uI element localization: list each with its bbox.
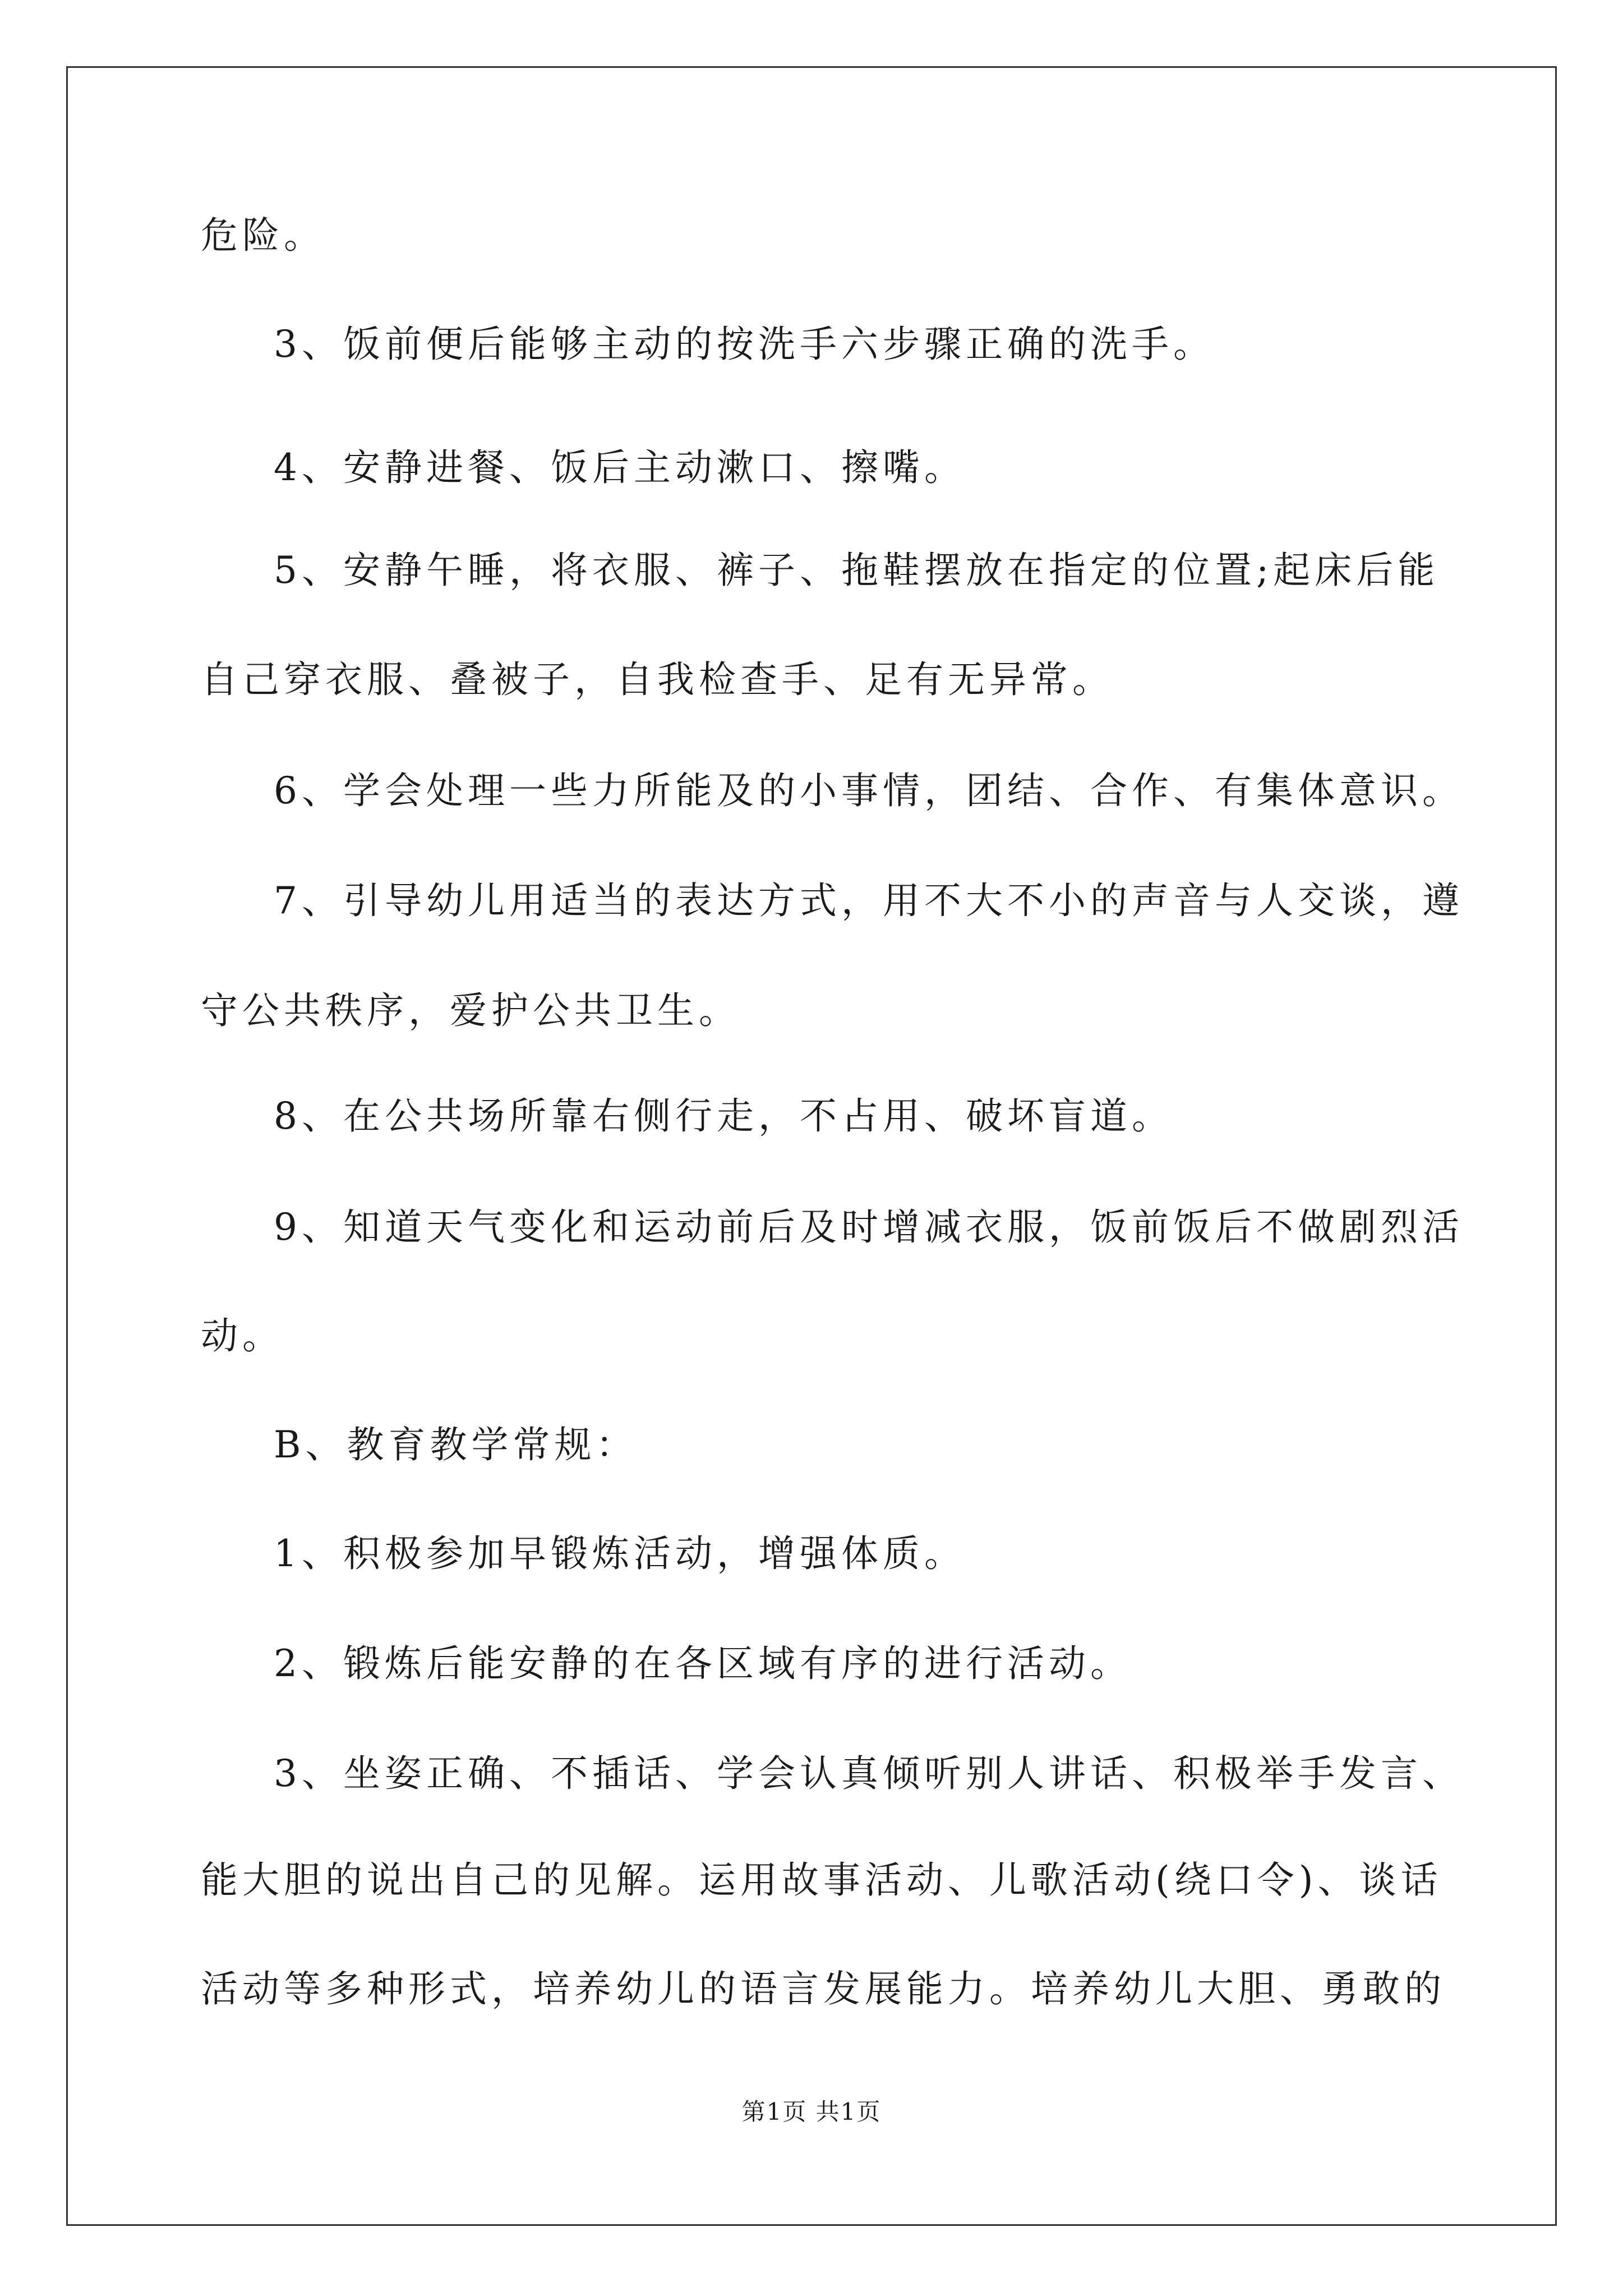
text-line: 7、引导幼儿用适当的表达方式，用不大不小的声音与人交谈，遵 [274, 879, 1464, 922]
text-line: B、教育教学常规： [274, 1423, 638, 1466]
text-line: 3、饭前便后能够主动的按洗手六步骤正确的洗手。 [274, 323, 1215, 366]
text-line: 3、坐姿正确、不插话、学会认真倾听别人讲话、积极举手发言、 [274, 1752, 1464, 1795]
text-line: 能大胆的说出自己的见解。运用故事活动、儿歌活动(绕口令)、谈话 [201, 1858, 1442, 1902]
text-line: 9、知道天气变化和运动前后及时增减衣服，饭前饭后不做剧烈活 [274, 1205, 1464, 1249]
text-line: 8、在公共场所靠右侧行走，不占用、破坏盲道。 [274, 1094, 1173, 1138]
text-line: 活动等多种形式，培养幼儿的语言发展能力。培养幼儿大胆、勇敢的 [201, 1967, 1446, 2010]
text-line: 5、安静午睡，将衣服、裤子、拖鞋摆放在指定的位置;起床后能 [274, 549, 1440, 592]
text-line: 2、锻炼后能安静的在各区域有序的进行活动。 [274, 1642, 1132, 1685]
text-line: 动。 [201, 1314, 284, 1358]
text-line: 4、安静进餐、饭后主动漱口、擦嘴。 [274, 446, 966, 489]
text-line: 1、积极参加早锻炼活动，增强体质。 [274, 1532, 966, 1575]
page-number-footer: 第1页 共1页 [741, 2098, 882, 2125]
text-line: 危险。 [201, 214, 325, 257]
text-line: 自己穿衣服、叠被子，自我检查手、足有无异常。 [201, 658, 1114, 701]
text-line: 6、学会处理一些力所能及的小事情，团结、合作、有集体意识。 [274, 769, 1464, 812]
text-line: 守公共秩序，爱护公共卫生。 [201, 989, 740, 1032]
